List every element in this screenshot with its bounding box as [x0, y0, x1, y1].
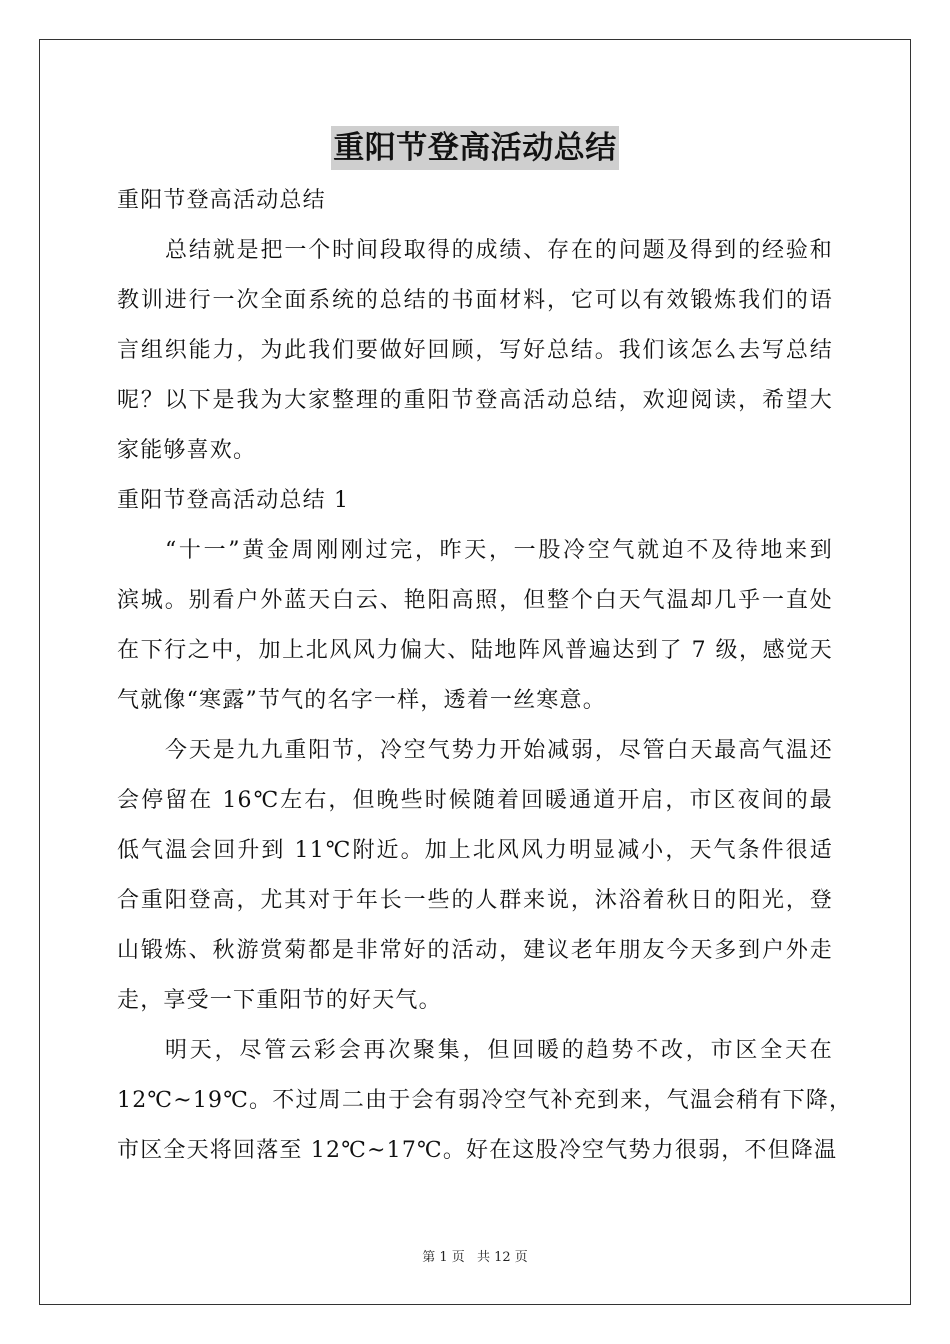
body-line: 教训进行一次全面系统的总结的书面材料，它可以有效锻炼我们的语 — [117, 288, 833, 313]
page-total: 共 12 页 — [476, 1250, 528, 1265]
page-number: 第 1 页 — [422, 1250, 465, 1265]
body-line: 山锻炼、秋游赏菊都是非常好的活动，建议老年朋友今天多到户外走 — [117, 938, 833, 963]
body-line: 重阳节登高活动总结 1 — [117, 488, 350, 513]
title-container — [0, 126, 950, 170]
body-line: 气就像“寒露”节气的名字一样，透着一丝寒意。 — [117, 688, 606, 713]
body-line: 会停留在 16℃左右，但晚些时候随着回暖通道开启，市区夜间的最 — [117, 788, 833, 813]
body-line: 总结就是把一个时间段取得的成绩、存在的问题及得到的经验和 — [165, 238, 833, 263]
body-line: 今天是九九重阳节，冷空气势力开始减弱，尽管白天最高气温还 — [165, 738, 833, 763]
body-line: 呢？以下是我为大家整理的重阳节登高活动总结，欢迎阅读，希望大 — [117, 388, 833, 413]
body-line: “十一”黄金周刚刚过完，昨天，一股冷空气就迫不及待地来到 — [165, 538, 833, 563]
body-line: 市区全天将回落至 12℃~17℃。好在这股冷空气势力很弱，不但降温 — [117, 1138, 838, 1163]
page-footer — [0, 1246, 950, 1265]
body-line: 重阳节登高活动总结 — [117, 188, 326, 213]
body-line: 滨城。别看户外蓝天白云、艳阳高照，但整个白天气温却几乎一直处 — [117, 588, 833, 613]
body-line: 12℃~19℃。不过周二由于会有弱冷空气补充到来，气温会稍有下降， — [117, 1088, 853, 1113]
body-line: 言组织能力，为此我们要做好回顾，写好总结。我们该怎么去写总结 — [117, 338, 833, 363]
body-line: 明天，尽管云彩会再次聚集，但回暖的趋势不改，市区全天在 — [165, 1038, 833, 1063]
body-line: 合重阳登高，尤其对于年长一些的人群来说，沐浴着秋日的阳光，登 — [117, 888, 833, 913]
document-title: 重阳节登高活动总结 — [331, 126, 619, 170]
body-line: 在下行之中，加上北风风力偏大、陆地阵风普遍达到了 7 级，感觉天 — [117, 638, 833, 663]
body-line: 走，享受一下重阳节的好天气。 — [117, 988, 442, 1013]
body-line: 低气温会回升到 11℃附近。加上北风风力明显减小，天气条件很适 — [117, 838, 833, 863]
document-body — [117, 176, 853, 1176]
body-line: 家能够喜欢。 — [117, 438, 257, 463]
